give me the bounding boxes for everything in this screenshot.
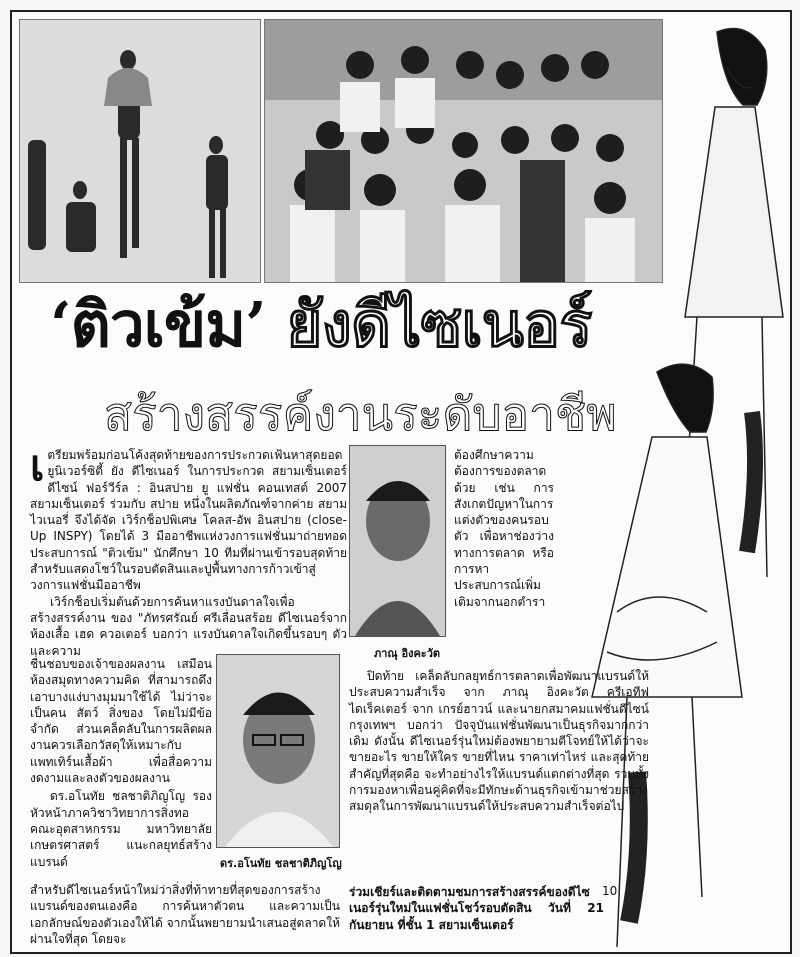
dropcap: เ bbox=[30, 441, 45, 490]
headline-quoted: ‘ติวเข้ม’ bbox=[50, 288, 266, 361]
portrait-bhanu-icon bbox=[350, 446, 445, 636]
paragraph-anothai: ดร.อโนทัย ชลชาติภิญโญ รองหัวหน้าภาควิชาวิทยาการสิ่งทอ คณะอุตสาหกรรม มหาวิทยาลัยเกษตรศาสตร์ แนะกลยุทธ์สร้างแบรนด์ bbox=[30, 789, 212, 869]
caption-anothai: ดร.อโนทัย ชลชาติภิญโญ bbox=[220, 857, 342, 870]
paragraph-workshop: เวิร์กช็อปเริ่มต้นด้วยการค้นหาแรงบันดาลใจเพื่อสร้างสรรค์งาน ของ "ภัทรศรัณย์ ศรีเลื่อนสร้อย ดีไซเนอร์จากห้องเสื้อ เฮด ควอเตอร์ บอกว่า แรงบันดาลใจเกิดขึ้นรอบๆ ตัว และความ bbox=[30, 594, 347, 658]
article-column-left-narrow bbox=[30, 656, 212, 870]
paragraph-brand: สำหรับดีไซเนอร์หน้าใหม่ว่าสิ่งที่ท้าทายที่สุดของการสร้างแบรนด์ของตนเองคือ การค้นหาตัวตน และความเป็นเอกลักษณ์ของตัวเองให้ได้ จากนั้นพยายามนำเสนอสู่ตลาดให้ผ่านใจที่สุด โดยจะ bbox=[30, 883, 340, 946]
fashion-show-photo bbox=[19, 19, 261, 283]
headline-rest: ยังดีไซเนอร์ bbox=[286, 288, 592, 361]
subheadline: สร้างสรรค์งานระดับอาชีพ bbox=[104, 387, 617, 441]
article-column-right-narrow bbox=[454, 447, 554, 610]
photo-fashion-icon bbox=[20, 20, 260, 282]
portrait-anothai-icon bbox=[217, 655, 339, 847]
paragraph-invitation: ร่วมเชียร์และติดตามชมการสร้างสรรค์ของดีไซเนอร์รุ่นใหม่ในแฟชั่นโชว์รอบตัดสิน วันที่ 21 กันยายน ที่ชั้น 1 สยามเซ็นเตอร์ bbox=[349, 885, 604, 932]
page-number: 10 bbox=[602, 884, 618, 898]
paragraph-inspiration: ชื่นชอบของเจ้าของผลงาน เสมือนห้องสมุดทางความคิด ที่สามารถดึงเอาบางแง่บางมุมมาใช้ได้ ไม่ว่าจะเป็นคน สัตว์ สิ่งของ โดยไม่มีข้อจำกัด ส่วนเคล็ดลับในการผลิตผลงานควรเลือกวัสดุให้เหมาะกับแพทเทิร์นเสื้อผ้า เพื่อสื่อความงดงามและลงตัวของผลงาน bbox=[30, 657, 212, 786]
headline bbox=[50, 288, 592, 361]
paragraph-intro: ตรียมพร้อมก่อนโค้งสุดท้ายของการประกวดเฟ้นหาสุดยอด ยูนิเวอร์ซิตี้ ยัง ดีไซเนอร์ ในการประกวด สยามเซ็นเตอร์ ดีไซน์ ฟอร์วีร์ล : อินสปาย ยู แฟชั่น คอนเทสต์ 2007 สยามเซ็นเตอร์ ร่วมกับ สปาย หนึ่งในผลิตภัณฑ์จากค่าย สยามไวเนอรี่ จึงได้จัด เวิร์กช็อปพิเศษ โคลส-อัพ อินสปาย (close-Up INSPY) โดยได้ 3 มืออาชีพแห่งวงการแฟชั่นมาถ่ายทอดประสบการณ์ "ติวเข้ม" นักศึกษา 10 ทีมที่ผ่านเข้ารอบสุดท้าย สำหรับแสดงโชว์ในรอบตัดสินและปูพื้นทางการก้าวเข้าสู่วงการแฟชั่นมืออาชีพ bbox=[30, 448, 347, 593]
portrait-bhanu bbox=[349, 445, 446, 637]
article-column-right-bottom bbox=[349, 884, 604, 933]
article-column-left-bottom bbox=[30, 882, 340, 947]
article-column-left bbox=[30, 441, 347, 659]
paragraph-market-research: ต้องศึกษาความต้องการของตลาด ด้วย เช่น การสังเกตปัญหาในการแต่งตัวของคนรอบตัว เพื่อหาช่องว่างทางการตลาด หรือการหาประสบการณ์เพิ่มเติมจากนอกตำรา bbox=[454, 448, 554, 609]
paragraph-marketing: ปิดท้าย เคล็ดลับกลยุทธ์การตลาดเพื่อพัฒนาแบรนด์ให้ประสบความสำเร็จ จาก ภาณุ อิงคะวัต ครีเอทีฟ ไดเร็คเตอร์ จาก เกรย์ฮาวน์ และนายกสมาคมแฟชั่นดีไซน์ กรุงเทพฯ บอกว่า ปัจจุบันแฟชั่นพัฒนาเป็นธุรกิจมากกว่าเดิม ดังนั้น ดีไซเนอร์รุ่นใหม่ต้องพยายามตีโจทย์ให้ได้ว่าจะขายอะไร ขายให้ใคร ขายที่ไหน ราคาเท่าไหร่ และสุดท้ายสำคัญที่สุดคือ จะทำอย่างไรให้แบรนด์แตกต่างที่สุด รวมทั้งการมองหาเพื่อนคู่คิดที่จะมีทักษะด้านธุรกิจเข้ามาช่วยสร้างสมดุลในการพัฒนาแบรนด์ให้ประสบความสำเร็จต่อไป bbox=[349, 669, 649, 814]
portrait-anothai bbox=[216, 654, 340, 848]
caption-bhanu: ภาณุ อิงคะวัต bbox=[374, 647, 441, 660]
article-column-right bbox=[349, 668, 649, 815]
article-frame bbox=[10, 10, 792, 954]
